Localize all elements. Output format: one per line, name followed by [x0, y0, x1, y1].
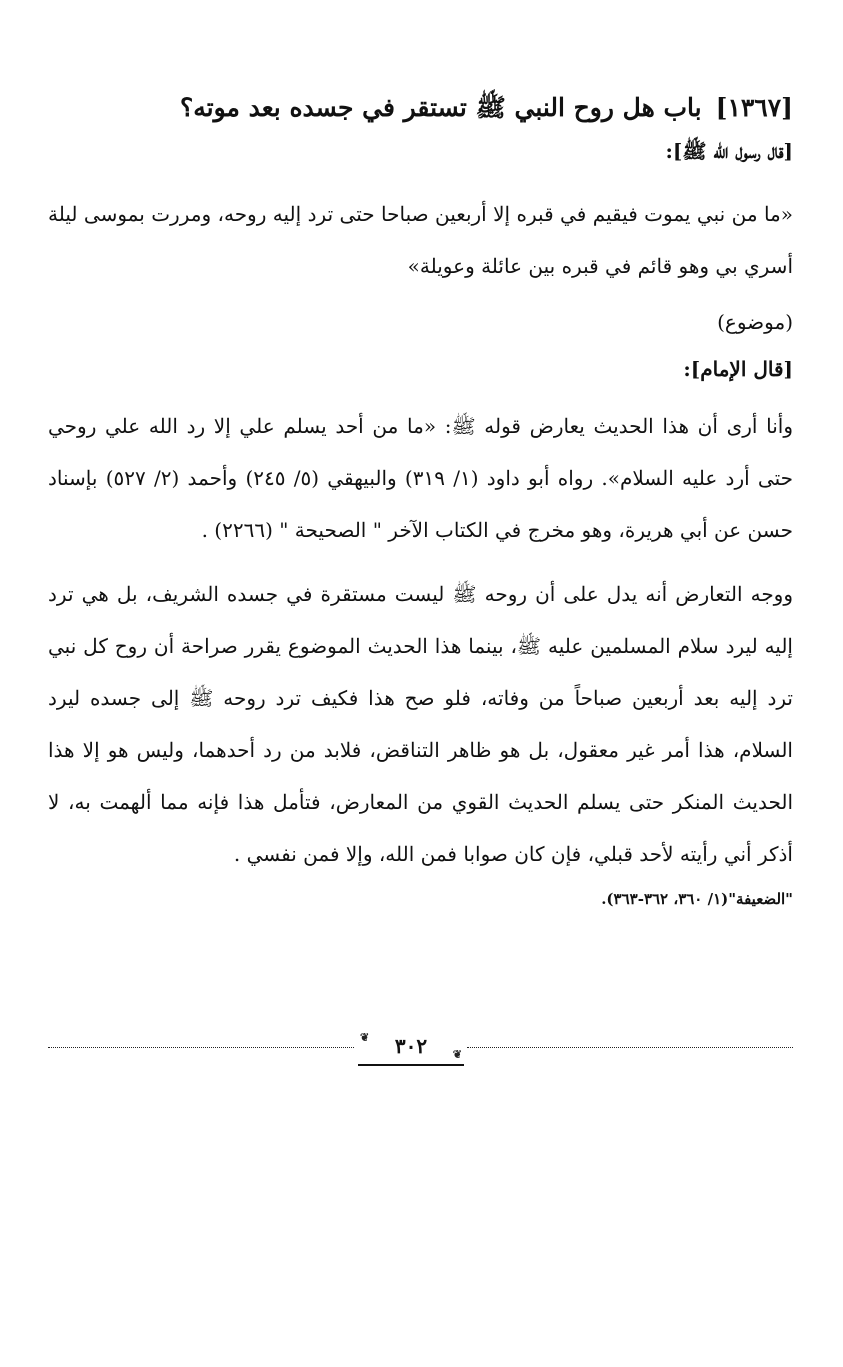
footer-rule-left	[48, 1047, 354, 1048]
ornament-top-left-icon: ❦	[360, 1031, 370, 1044]
prophet-said-label: [قال رسول الله ﷺ]:	[665, 139, 793, 163]
imam-said-label: [قال الإمام]:	[683, 357, 793, 381]
page-number-frame	[358, 1030, 464, 1066]
chapter-number: [١٣٦٧]	[715, 93, 793, 122]
chapter-heading	[48, 88, 793, 128]
commentary-paragraph-1: وأنا أرى أن هذا الحديث يعارض قوله ﷺ: «ما من أحد يسلم علي إلا رد الله علي روحي حتى أرد عليه السلام». رواه أبو داود (١/ ٣١٩) والبيهقي (٥/ ٢٤٥) وأحمد (٢/ ٥٢٧) بإسناد حسن عن أبي هريرة، وهو مخرج في الكتاب الآخر " الصحيحة " (٢٢٦٦) .	[48, 414, 793, 542]
page-footer	[48, 1030, 793, 1070]
hadith-text: «ما من نبي يموت فيقيم في قبره إلا أربعين صباحا حتى ترد إليه روحه، ومررت بموسى ليلة أسري بي وهو قائم في قبره بين عائلة وعويلة»	[48, 202, 793, 278]
page-body	[48, 88, 793, 914]
chapter-title: باب هل روح النبي ﷺ تستقر في جسده بعد موته؟	[179, 93, 702, 122]
hadith-grade: (موضوع)	[717, 310, 793, 334]
source-reference: "الضعيفة"(١/ ٣٦٠، ٣٦٢-٣٦٣).	[601, 890, 793, 908]
commentary-paragraph-2: ووجه التعارض أنه يدل على أن روحه ﷺ ليست مستقرة في جسده الشريف، بل هي ترد إليه ليرد سلام المسلمين عليه ﷺ، بينما هذا الحديث الموضوع يقرر صراحة أن روح كل نبي ترد إليه بعد أربعين صباحاً من وفاته، فلو صح هذا فكيف ترد روحه ﷺ إلى جسده ليرد السلام، هذا أمر غير معقول، بل هو ظاهر التناقض، فلابد من رد أحدهما، وليس هو إلا هذا الحديث المنكر حتى يسلم الحديث القوي من المعارض، فتأمل هذا فإنه مما ألهمت به، لا أذكر أني رأيته لأحد قبلي، فإن كان صوابا فمن الله، وإلا فمن نفسي .	[48, 582, 793, 866]
footer-rule-right	[467, 1047, 793, 1048]
ornament-bottom-right-icon: ❦	[452, 1048, 462, 1061]
page-number: ٣٠٢	[394, 1034, 428, 1058]
